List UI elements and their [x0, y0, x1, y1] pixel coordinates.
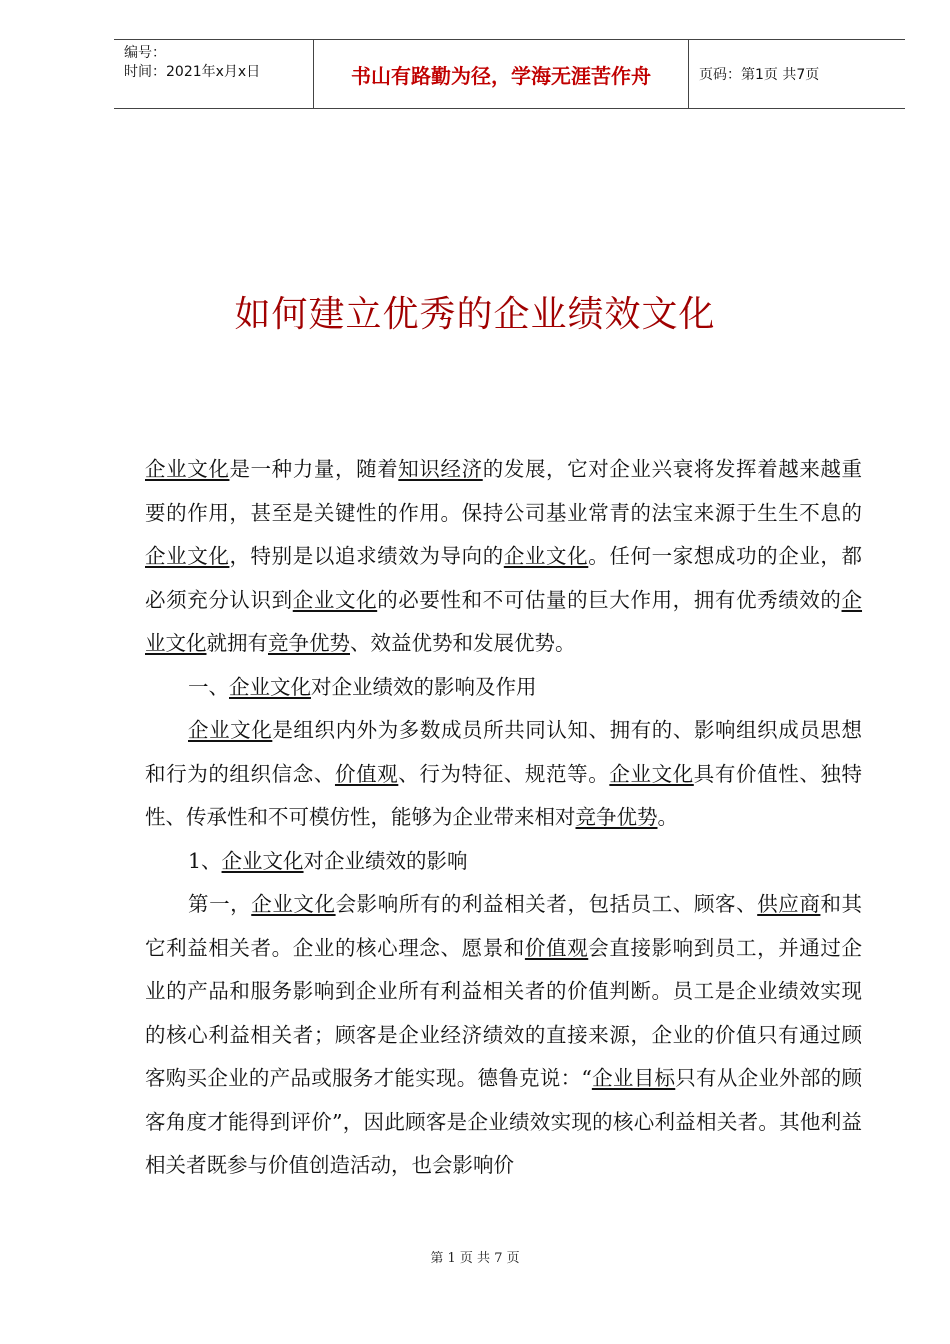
header-page-info: 页码：第1页 共7页 — [699, 67, 820, 83]
link-term[interactable]: 供应商 — [757, 892, 821, 916]
text-run: 会直接影响到员工，并通过企业的产品和服务影响到企业所有利益相关者的价值判断。员工是企业绩效实现的核心利益相关者；顾客是企业经济绩效的直接来源，企业的价值只有通过顾客购买企业的产品或服务才能实现。德鲁克说：“ — [145, 935, 863, 1090]
header-motto: 书山有路勤为径，学海无涯苦作舟 — [314, 40, 689, 108]
text-run: 只有从企业外部的顾客角度才能得到评价”，因此顾客是企业绩效实现的核心利益相关者。其他利益相关者既参与价值创造活动，也会影响价 — [145, 1066, 863, 1177]
number-label: 编号： — [124, 45, 166, 61]
page-header — [114, 39, 905, 109]
link-term[interactable]: 价值观 — [524, 935, 589, 960]
paragraph — [145, 448, 862, 666]
paragraph — [145, 840, 862, 884]
text-run: 、效益优势和发展优势。 — [350, 631, 576, 655]
link-term[interactable]: 企业文化 — [229, 674, 311, 699]
text-run: 对企业绩效的影响及作用 — [311, 674, 537, 699]
text-run: 的发展，它对企业兴衰将发挥着越来越重要的作用，甚至是关键性的作用。保持公司基业常青的法宝来源于生生不息的 — [145, 457, 863, 525]
text-run: 会影响所有的利益相关者，包括员工、顾客、 — [335, 892, 758, 916]
link-term[interactable]: 竞争优势 — [575, 805, 658, 829]
link-term[interactable]: 企业文化 — [609, 761, 694, 786]
link-term[interactable]: 企业文化 — [145, 457, 230, 481]
text-run: ，特别是以追求绩效为导向的 — [229, 544, 504, 568]
text-run: 1、 — [188, 848, 222, 873]
text-run: 。 — [657, 805, 678, 829]
header-meta — [114, 40, 314, 108]
text-run: 。任何一家想成功的企业，都必须充分认识到 — [145, 544, 863, 612]
paragraph — [145, 709, 862, 840]
page-footer: 第 1 页 共 7 页 — [430, 1251, 520, 1266]
text-run: 和其它利益相关者。企业的核心理念、愿景和 — [145, 892, 863, 960]
time-label: 时间：2021年x月x日 — [124, 64, 261, 80]
link-term[interactable]: 竞争优势 — [268, 631, 350, 655]
text-run: 是组织内外为多数成员所共同认知、拥有的、影响组织成员思想和行为的组织信念、 — [145, 718, 863, 786]
link-term[interactable]: 企业目标 — [591, 1066, 676, 1090]
link-term[interactable]: 企业文化 — [292, 587, 378, 612]
link-term[interactable]: 价值观 — [334, 761, 399, 786]
document-body — [145, 448, 862, 1188]
text-run: 一、 — [188, 674, 229, 699]
text-run: 具有价值性、独特性、传承性和不可模仿性，能够为企业带来相对 — [145, 761, 863, 829]
text-run: 是一种力量，随着 — [229, 457, 399, 481]
text-run: 、行为特征、规范等。 — [398, 761, 610, 786]
paragraph — [145, 666, 862, 710]
link-term[interactable]: 企业文化 — [503, 544, 589, 568]
link-term[interactable]: 企业文化 — [188, 718, 273, 742]
text-run: 对企业绩效的影响 — [303, 848, 468, 873]
paragraph — [145, 883, 862, 1188]
document-title: 如何建立优秀的企业绩效文化 — [234, 294, 716, 335]
text-run: 的必要性和不可估量的巨大作用，拥有优秀绩效的 — [377, 587, 842, 612]
link-term[interactable]: 知识经济 — [398, 457, 483, 481]
text-run: 就拥有 — [206, 631, 268, 655]
link-term[interactable]: 企业文化 — [251, 892, 336, 916]
link-term[interactable]: 企业文化 — [145, 544, 230, 568]
link-term[interactable]: 企业文化 — [221, 848, 304, 873]
text-run: 第一， — [188, 892, 252, 916]
link-term[interactable]: 企业文化 — [145, 587, 863, 655]
